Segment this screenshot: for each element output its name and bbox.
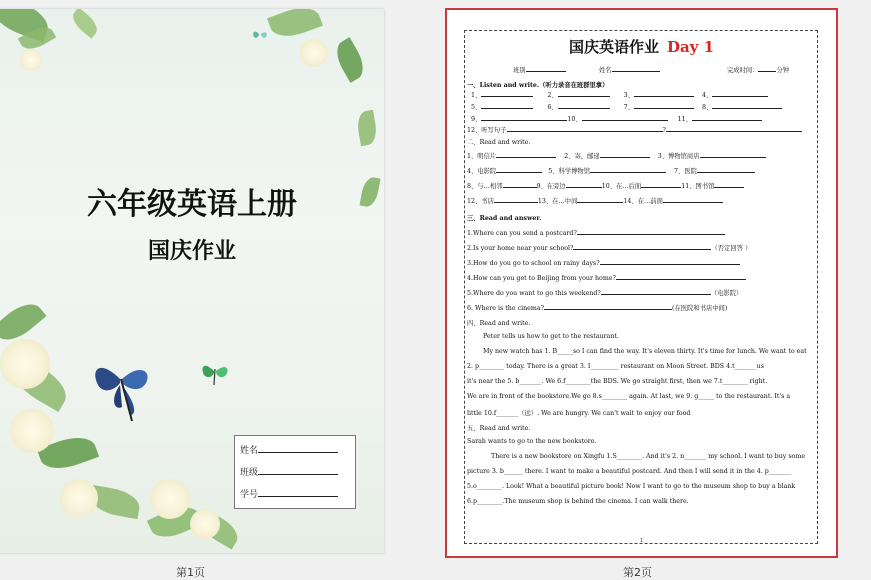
student-id-field[interactable] <box>240 487 338 500</box>
flower-decoration <box>0 339 50 389</box>
s1-sentence: 12、听写句子 ? <box>467 125 802 134</box>
flower-decoration <box>150 479 190 519</box>
worksheet-title: 国庆英语作业 Day 1 <box>568 38 715 56</box>
leaf-decoration <box>355 110 379 147</box>
section-2-heading: 二、Read and write. <box>467 139 531 146</box>
s5-intro: Sarah wants to go to the new bookstore. <box>467 438 597 445</box>
name-field[interactable] <box>240 443 338 456</box>
butterfly-icon <box>90 349 154 427</box>
class-label: 班级 <box>240 468 259 478</box>
flower-decoration <box>20 49 42 71</box>
s3-question-6: 6. Where is the cinema? (在医院和书店中间) <box>467 305 728 312</box>
s4-line-3: it's near the 5. b_______. We 6.f________the BDS. We go straight first, then we 7.t________ right. <box>467 378 768 385</box>
s2-row-2: 4、电影院 5、科学博物馆 7、医院 <box>467 166 755 175</box>
s2-row-1: 1、明信片 2、寄，邮递 3、博物馆商店 <box>467 151 766 160</box>
flower-decoration <box>190 509 220 539</box>
page-caption: 第2页 <box>623 566 652 579</box>
page-number: 1 <box>639 538 644 544</box>
s3-question-3: 3.How do you go to school on rainy days? <box>467 258 740 267</box>
name-label: 姓名 <box>240 446 259 456</box>
leaf-decoration <box>68 9 101 39</box>
s5-line-4: 6.p________.The museum shop is behind the cinema. I can walk there. <box>467 498 689 505</box>
s4-intro: Peter tells us how to get to the restaurant. <box>483 333 619 340</box>
s4-line-5: little 10.f_______（远）. We are hungry. We can't wait to enjoy our food <box>467 410 691 417</box>
flower-decoration <box>60 479 98 517</box>
student-id-label: 学号 <box>240 490 259 500</box>
s1-row-1: 1、 2、 3、 4、 <box>471 90 768 99</box>
leaf-decoration <box>267 9 323 43</box>
cover-page[interactable] <box>0 9 384 553</box>
worksheet-page[interactable] <box>445 8 838 558</box>
s4-line-4: We are in front of the bookstore.We go 8.s________ again. At last, we 9. g_____ to the restaurant. It's a <box>467 393 791 400</box>
flower-decoration <box>10 409 54 453</box>
page-caption: 第1页 <box>176 566 205 579</box>
flower-decoration <box>300 39 328 67</box>
s4-line-2: 2. p________ today. There is a great 3. I_________ restaurant on Moon Street. BDS 4.t_______us <box>467 363 764 370</box>
butterfly-icon <box>252 27 268 43</box>
section-3-heading: 三、Read and answer. <box>467 215 542 222</box>
s2-row-4: 12、书店 13、在…中间 14、在…前面 <box>467 196 723 205</box>
s5-line-1: There is a new bookstore on Xingfu 1.S________. And it's 2. n_______ my school. I want to buy some <box>491 453 806 460</box>
section-5-heading: 五、Read and write. <box>467 425 531 432</box>
cover-title: 六年级英语上册 <box>87 187 297 222</box>
day-label: Day 1 <box>666 38 715 56</box>
s3-question-2: 2.Is your home near your school? （否定回答 ） <box>467 245 752 252</box>
class-field[interactable] <box>240 465 338 478</box>
s3-question-4: 4.How can you get to Beijing from your home? <box>467 273 746 282</box>
section-1-heading: 一、Listen and write.（听力录音在班群里拿） <box>467 82 609 89</box>
s3-question-1: 1.Where can you send a postcard? <box>467 228 725 237</box>
header-time: 完成时间： 分钟 <box>727 67 790 74</box>
header-name: 姓名 <box>599 65 660 74</box>
cover-subtitle: 国庆作业 <box>147 238 236 264</box>
header-class: 班别 <box>513 65 566 74</box>
student-info-box <box>234 435 356 509</box>
leaf-decoration <box>330 37 369 83</box>
butterfly-icon <box>200 357 230 387</box>
s5-line-2: picture 3. b______ there. I want to make a beautiful postcard. And then I will send it in the 4. p_______ <box>467 468 791 475</box>
s4-line-1: My new watch has 1. B_____so I can find the way. It's eleven thirty. It's time for lunch. We want to eat <box>483 348 807 355</box>
s3-question-5: 5.Where do you want to go this weekend? （电影院） <box>467 290 743 297</box>
s5-line-3: 5.o________. Look! What a beautiful picture book! Now I want to go to the museum shop to buy a blank <box>467 483 796 490</box>
s2-row-3: 8、与…相邻 9、在旁边 10、在…后面 11、图书馆 <box>467 181 744 190</box>
section-4-heading: 四、Read and write. <box>467 320 531 327</box>
s1-row-2: 5、 6、 7、 8、 <box>471 102 782 111</box>
s1-row-3: 9、 10、 11、 <box>471 114 762 123</box>
